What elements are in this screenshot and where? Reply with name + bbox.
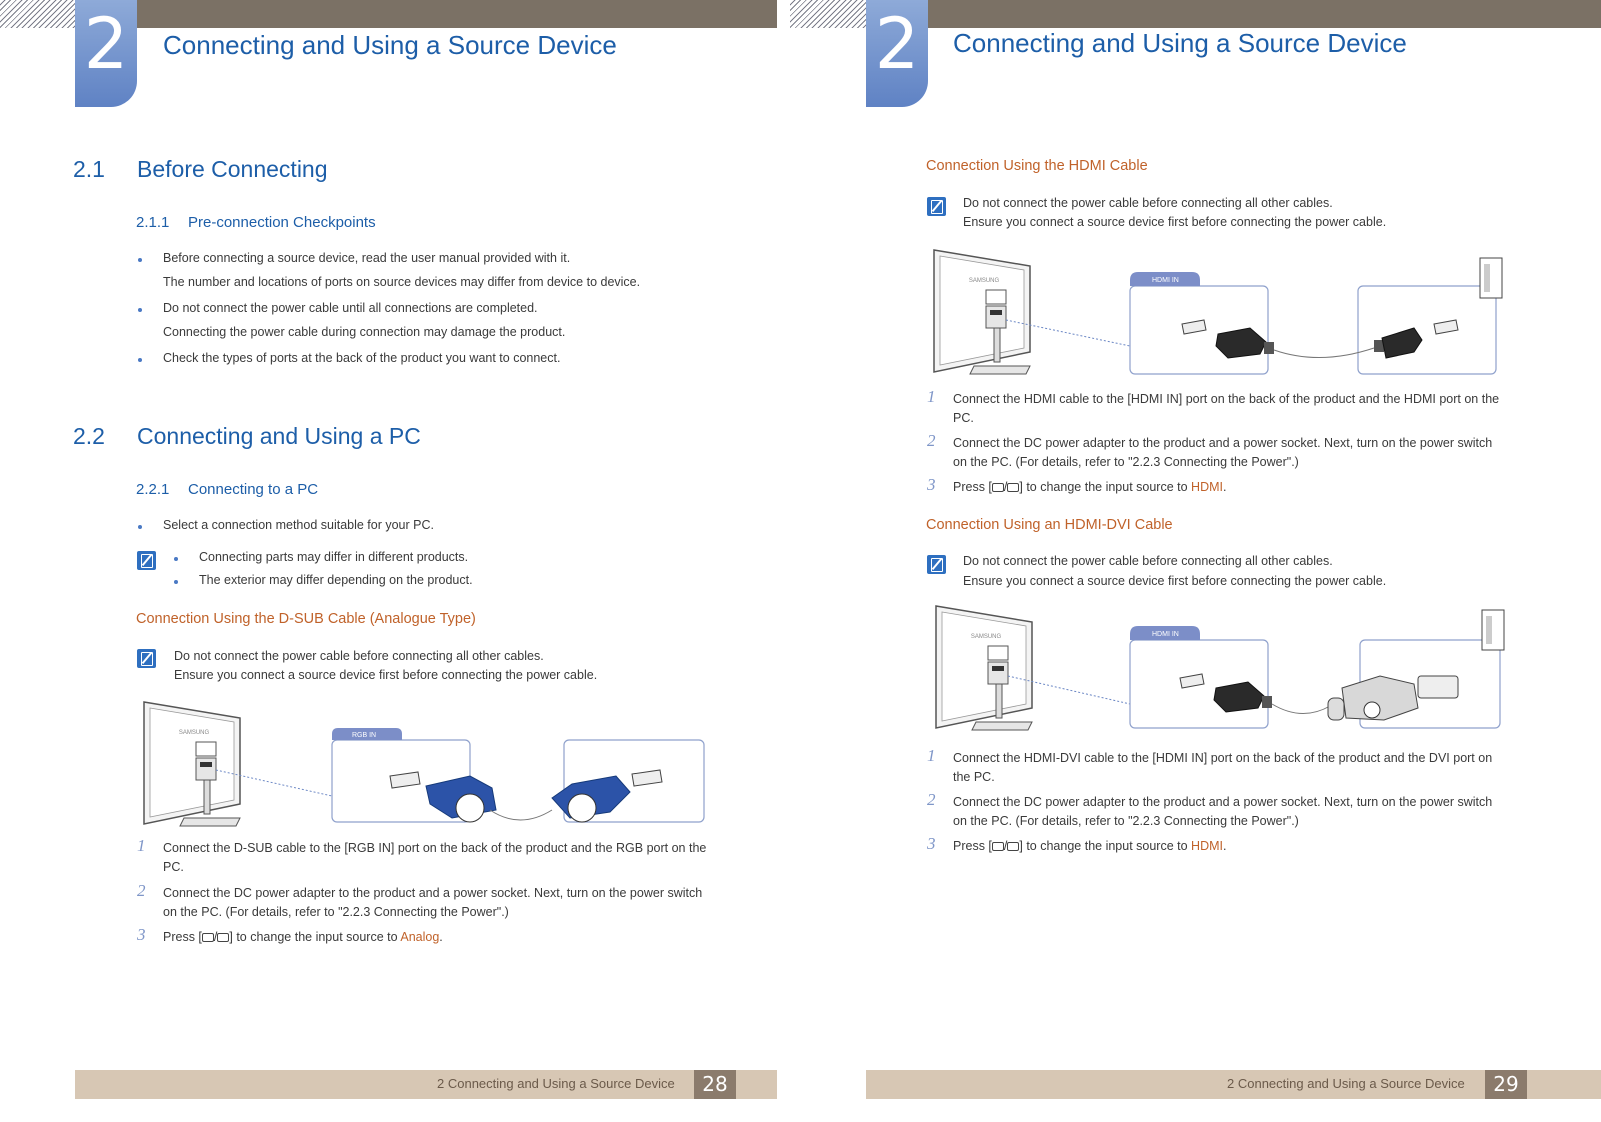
step-number: 3 [927,475,936,494]
manual-page-29 [805,0,1601,1122]
checkpoint-1-line2: The number and locations of ports on source devices may differ from device to device. [163,275,641,289]
chapter-badge [75,0,137,107]
dsub-note-line1: Do not connect the power cable before connecting all other cables. [174,649,544,663]
bullet [174,580,178,584]
dsub-step-1-line2: PC. [163,860,184,874]
step-text: ] to change the input source to [1019,839,1192,853]
section-heading-2-1 [73,156,328,183]
bullet [138,525,142,529]
source-button-icon [992,483,1004,492]
bullet [138,358,142,362]
subsection-heading-2-1-1 [136,214,376,231]
hdmi-step-2-line1: Connect the DC power adapter to the product and a power socket. Next, turn on the power switch [953,436,1493,450]
step-text: . [439,930,443,944]
subsection-title: Pre-connection Checkpoints [188,214,376,231]
step-number: 2 [927,790,936,809]
header-hatch [790,0,866,28]
input-button-icon [1007,842,1019,851]
step-number: 1 [927,746,936,765]
step-text: / [1003,839,1008,853]
input-button-icon [1007,483,1019,492]
step-text: Press [ [163,930,202,944]
footer-chapter-text: 2 Connecting and Using a Source Device [1227,1076,1465,1091]
hdmi-step-3 [953,479,1226,495]
step-number: 3 [137,925,146,944]
pc-tower-illustration [1480,258,1502,298]
manual-page-28 [0,0,795,1122]
step-text: ] to change the input source to [229,930,401,944]
hdmidvi-step-2-line1: Connect the DC power adapter to the product and a power socket. Next, turn on the power switch [953,795,1493,809]
checkpoint-2-line2: Connecting the power cable during connection may damage the product. [163,325,566,339]
bullet [138,308,142,312]
step-number: 2 [927,431,936,450]
step-number: 2 [137,881,146,900]
monitor-illustration [144,702,240,826]
note-parts-differ: Connecting parts may differ in different products. [199,550,469,564]
chapter-number: 2 [874,3,920,85]
section-title: Before Connecting [137,156,328,182]
section-number: 2.1 [73,156,105,182]
step-text: . [1223,839,1227,853]
checkpoint-3-line1: Check the types of ports at the back of the product you want to connect. [163,351,561,365]
hdmi-step-1-line1: Connect the HDMI cable to the [HDMI IN] port on the back of the product and the HDMI port on the [953,392,1500,406]
step-text: / [213,930,218,944]
step-text: ] to change the input source to [1019,480,1192,494]
bullet [138,258,142,262]
step-number: 1 [137,836,146,855]
step-text: Press [ [953,480,992,494]
input-source-name: Analog [400,930,440,944]
hdmidvi-heading: Connection Using an HDMI-DVI Cable [926,517,1173,533]
section-title: Connecting and Using a PC [137,423,421,449]
dsub-heading: Connection Using the D-SUB Cable (Analogue Type) [136,611,476,627]
source-button-icon [202,933,214,942]
monitor-illustration [936,606,1032,730]
hdmidvi-step-2-line2: on the PC. (For details, refer to "2.2.3 Connecting the Power".) [953,814,1299,828]
checkpoint-2-line1: Do not connect the power cable until all connections are completed. [163,301,538,315]
step-text: . [1223,480,1227,494]
hdmi-note-line1: Do not connect the power cable before connecting all other cables. [963,196,1333,210]
hdmidvi-step-1-line1: Connect the HDMI-DVI cable to the [HDMI IN] port on the back of the product and the DVI port on [953,751,1493,765]
input-source-name: HDMI [1191,839,1223,853]
hdmi-step-2-line2: on the PC. (For details, refer to "2.2.3 Connecting the Power".) [953,455,1299,469]
hdmi-in-port-label: HDMI IN [1152,631,1179,638]
chapter-title: Connecting and Using a Source Device [953,28,1407,58]
hdmi-in-port-label: HDMI IN [1152,277,1179,284]
hdmidvi-note-line2: Ensure you connect a source device first before connecting the power cable. [963,574,1387,588]
section-number: 2.2 [73,423,105,449]
page-number: 28 [694,1070,736,1099]
select-method-text: Select a connection method suitable for your PC. [163,518,434,532]
monitor-illustration [934,250,1030,374]
hdmidvi-step-3 [953,838,1226,854]
step-text: Press [ [953,839,992,853]
step-number: 3 [927,834,936,853]
subsection-title: Connecting to a PC [188,481,319,498]
dsub-note-line2: Ensure you connect a source device first before connecting the power cable. [174,668,598,682]
chapter-number: 2 [83,3,129,85]
note-icon [137,551,156,570]
hdmi-step-1-line2: PC. [953,411,974,425]
hdmidvi-note-line1: Do not connect the power cable before connecting all other cables. [963,554,1333,568]
pc-tower-illustration [1482,610,1504,650]
subsection-number: 2.1.1 [136,214,170,231]
bullet [174,557,178,561]
subsection-number: 2.2.1 [136,481,170,498]
dsub-step-3 [163,929,443,945]
subsection-heading-2-2-1 [136,481,318,498]
checkpoint-1-line1: Before connecting a source device, read the user manual provided with it. [163,251,571,265]
header-hatch [0,0,76,28]
monitor-brand-label: SAMSUNG [968,278,1000,284]
note-icon [927,197,946,216]
input-button-icon [217,933,229,942]
dsub-connection-diagram [140,700,710,830]
dsub-step-2-line2: on the PC. (For details, refer to "2.2.3 Connecting the Power".) [163,905,509,919]
hdmidvi-connection-diagram [930,604,1510,734]
step-number: 1 [927,387,936,406]
footer-chapter-text: 2 Connecting and Using a Source Device [437,1076,675,1091]
chapter-title: Connecting and Using a Source Device [163,30,617,60]
dsub-step-2-line1: Connect the DC power adapter to the product and a power socket. Next, turn on the power switch [163,886,703,900]
step-text: / [1003,480,1008,494]
hdmi-heading: Connection Using the HDMI Cable [926,158,1148,174]
note-icon [927,555,946,574]
page-number: 29 [1485,1070,1527,1099]
note-icon [137,649,156,668]
hdmidvi-step-1-line2: the PC. [953,770,995,784]
input-source-name: HDMI [1191,480,1223,494]
note-exterior-differ: The exterior may differ depending on the product. [199,573,473,587]
header-bar [137,0,777,28]
source-button-icon [992,842,1004,851]
dsub-step-1-line1: Connect the D-SUB cable to the [RGB IN] port on the back of the product and the RGB port on the [163,841,707,855]
monitor-brand-label: SAMSUNG [178,730,210,736]
monitor-brand-label: SAMSUNG [970,634,1002,640]
chapter-badge [866,0,928,107]
hdmi-connection-diagram [930,248,1510,378]
section-heading-2-2 [73,423,421,450]
hdmi-note-line2: Ensure you connect a source device first before connecting the power cable. [963,215,1387,229]
header-bar [928,0,1601,28]
rgb-in-port-label: RGB IN [352,732,377,739]
